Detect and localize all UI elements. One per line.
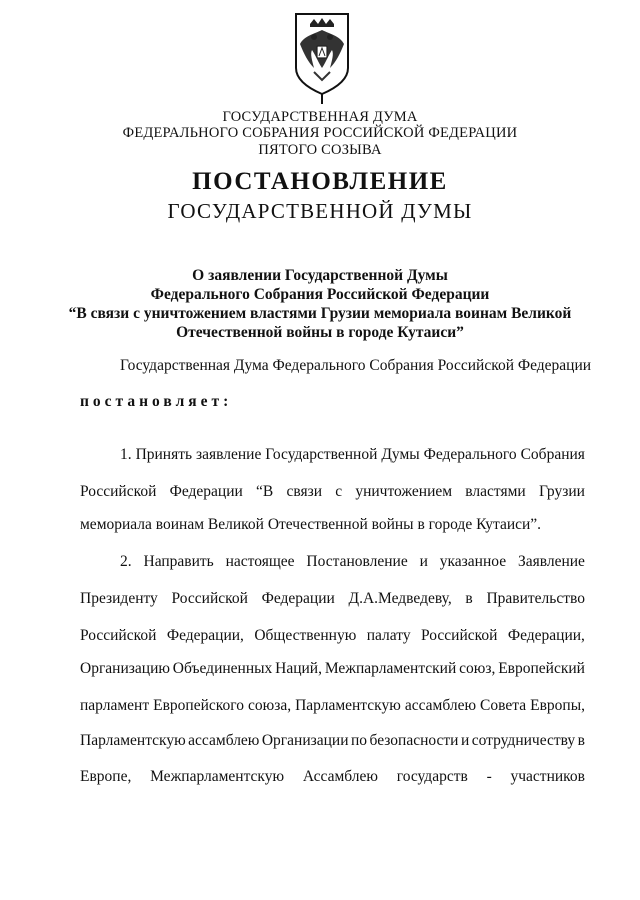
word: уничтожением	[355, 483, 453, 500]
word: заявление	[196, 446, 262, 463]
title-line-2: Федерального Собрания Российской Федерации	[150, 286, 490, 303]
word: Думы	[381, 446, 420, 463]
word: Федерации,	[507, 627, 585, 644]
document-issuer: ГОСУДАРСТВЕННОЙ ДУМЫ	[167, 199, 473, 223]
russian-coat-of-arms-icon	[290, 10, 354, 106]
word: Межпарламентскую	[150, 768, 285, 785]
word: Федерации	[169, 483, 243, 500]
word: “В	[256, 483, 274, 500]
word: в	[577, 732, 585, 749]
word: и	[419, 553, 428, 570]
word: Российской	[80, 627, 157, 644]
word: безопасности	[369, 732, 459, 749]
word: Государственной	[265, 446, 378, 463]
word: Межпарламентский	[324, 660, 457, 677]
emblem	[290, 10, 354, 106]
item2-line6	[80, 732, 585, 750]
org-line-1: ГОСУДАРСТВЕННАЯ ДУМА	[222, 109, 418, 125]
word: Общественную	[254, 627, 357, 644]
word: Собрания	[520, 446, 585, 463]
title-line-4: Отечественной войны в городе Кутаиси”	[176, 324, 464, 341]
word: Европейский	[498, 660, 585, 677]
word: Федерации,	[166, 627, 244, 644]
word: Российской	[80, 483, 157, 500]
item2-line5	[80, 697, 585, 715]
word: государств	[396, 768, 468, 785]
item2-line2	[80, 590, 585, 608]
item1-line1	[120, 446, 585, 464]
title-line-1: О заявлении Государственной Думы	[192, 267, 448, 284]
word: Совета	[480, 697, 527, 714]
word: -	[486, 768, 492, 785]
word: Федерации	[261, 590, 335, 607]
word: Парламентскую	[295, 697, 401, 714]
word: участников	[510, 768, 585, 785]
item2-line3	[80, 627, 585, 645]
word: 1.	[120, 446, 132, 463]
word: палату	[366, 627, 411, 644]
word: союз,	[459, 660, 496, 677]
word: в	[465, 590, 473, 607]
word: Постановление	[306, 553, 408, 570]
word: Правительство	[486, 590, 585, 607]
word: Заявление	[517, 553, 585, 570]
word: с	[335, 483, 343, 500]
item2-line4	[80, 660, 585, 678]
word: Европы,	[530, 697, 585, 714]
document-type: ПОСТАНОВЛЕНИЕ	[192, 168, 448, 195]
word: Наций,	[275, 660, 322, 677]
word: Российской	[421, 627, 498, 644]
item1-line2	[80, 483, 585, 501]
word: Направить	[143, 553, 214, 570]
word: парламент	[80, 697, 150, 714]
word: и	[460, 732, 470, 749]
word: Грузии	[538, 483, 585, 500]
word: Европе,	[80, 768, 132, 785]
word: Ассамблею	[302, 768, 378, 785]
word: ассамблею	[404, 697, 477, 714]
word: ассамблею	[188, 732, 260, 749]
item2-line7	[80, 768, 585, 786]
word: Европейского	[153, 697, 244, 714]
resolves-word: постановляет:	[80, 393, 233, 410]
word: сотрудничеству	[471, 732, 576, 749]
word: Президенту	[80, 590, 158, 607]
word: Организации	[261, 732, 349, 749]
word: союза,	[247, 697, 292, 714]
org-line-2: ФЕДЕРАЛЬНОГО СОБРАНИЯ РОССИЙСКОЙ ФЕДЕРАЦИИ	[122, 125, 518, 141]
word: по	[351, 732, 368, 749]
word: властями	[465, 483, 526, 500]
word: связи	[286, 483, 323, 500]
word: Парламентскую	[80, 732, 186, 749]
item1-line3: мемориала воинам Великой Отечественной войны в городе Кутаиси”.	[80, 516, 542, 533]
org-line-3: ПЯТОГО СОЗЫВА	[258, 142, 382, 158]
word: указанное	[439, 553, 507, 570]
word: настоящее	[225, 553, 295, 570]
word: Д.А.Медведеву,	[348, 590, 452, 607]
word: Принять	[135, 446, 193, 463]
title-line-3: “В связи с уничтожением властями Грузии мемориала воинам Великой	[68, 305, 572, 322]
word: Федерального	[423, 446, 517, 463]
intro-paragraph: Государственная Дума Федерального Собрания Российской Федерации	[120, 357, 592, 374]
word: 2.	[120, 553, 132, 570]
item2-line1	[120, 553, 585, 571]
word: Организацию	[80, 660, 170, 677]
word: Российской	[171, 590, 248, 607]
word: Объединенных	[172, 660, 273, 677]
